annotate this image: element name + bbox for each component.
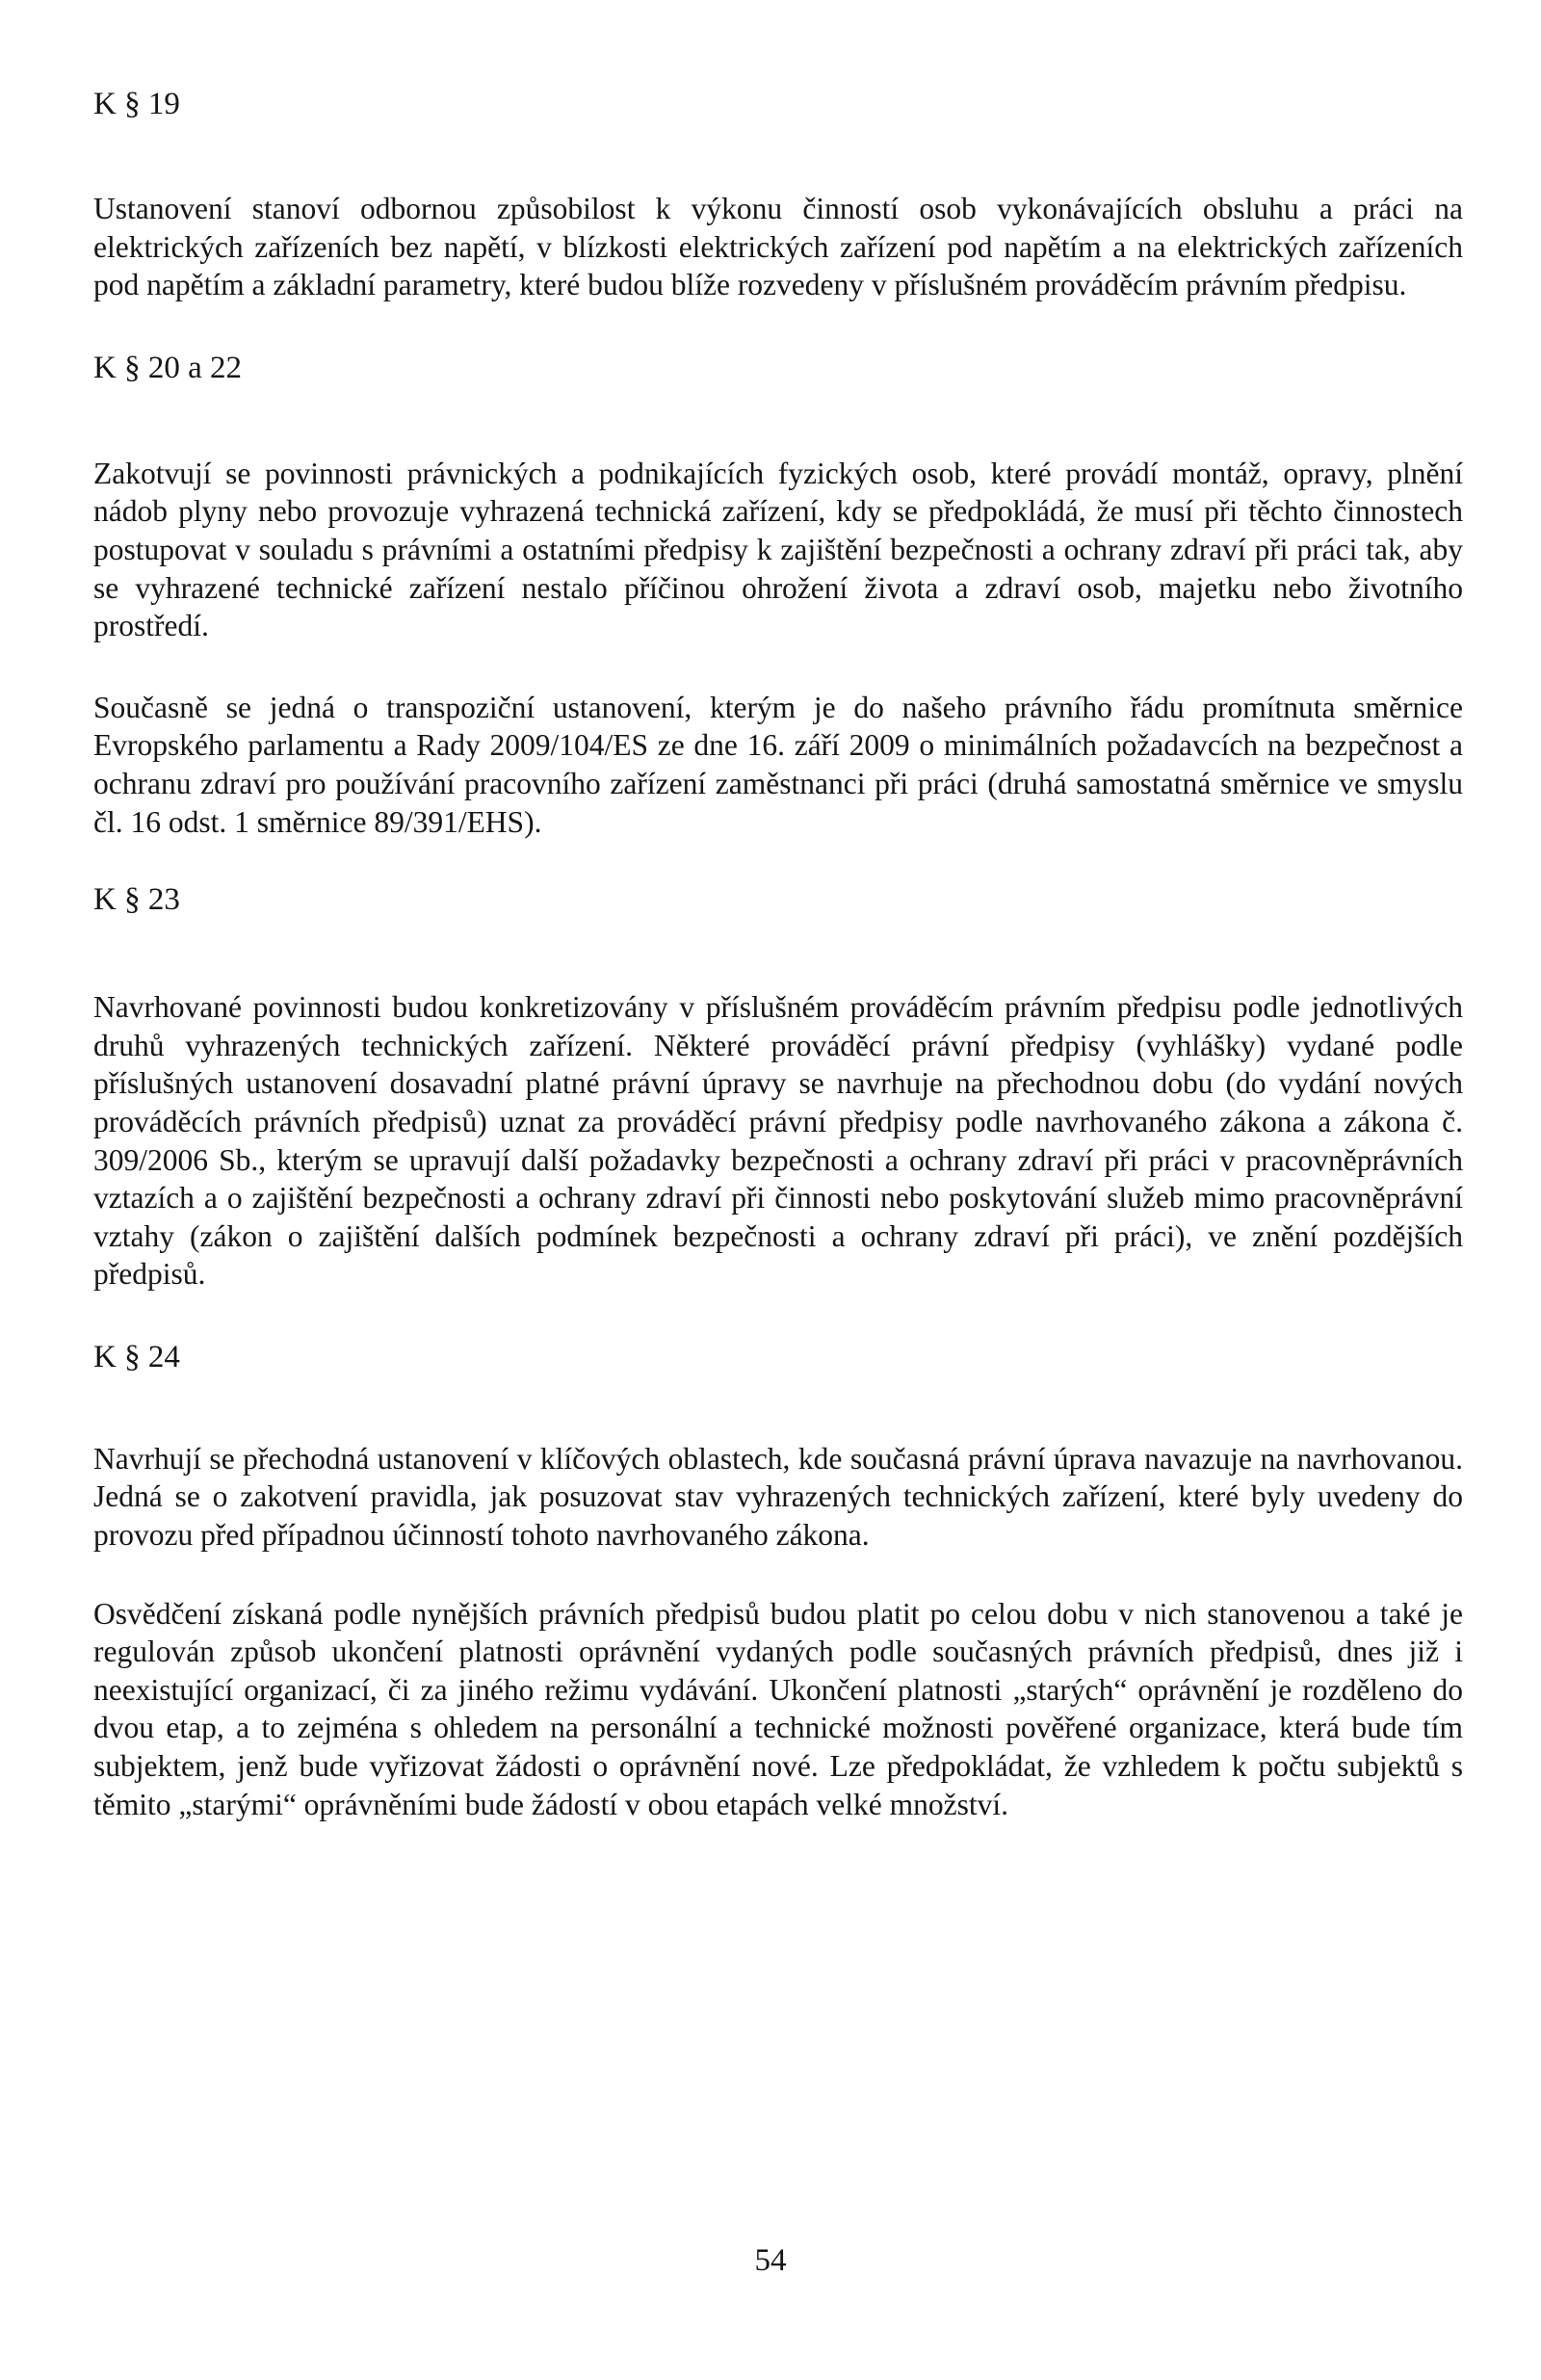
paragraph-23: Navrhované povinnosti budou konkretizovány v příslušném prováděcím právním předpisu podle jednotlivých druhů vyhrazených technických zařízení. Některé prováděcí právní předpisy (vyhlášky) vydané podle příslušných ustanovení dosavadní platné právní úpravy se navrhuje na přechodnou dobu (do vydání nových prováděcích právních předpisů) uznat za prováděcí právní předpisy podle navrhovaného zákona a zákona č. 309/2006 Sb., kterým se upravují další požadavky bezpečnosti a ochrany zdraví při práci v pracovněprávních vztazích a o zajištění bezpečnosti a ochrany zdraví při činnosti nebo poskytování služeb mimo pracovněprávní vztahy (zákon o zajištění dalších podmínek bezpečnosti a ochrany zdraví při práci), ve znění pozdějších předpisů. [93, 990, 1463, 1292]
section-heading-23: K § 23 [93, 882, 180, 918]
document-page [93, 85, 1463, 1823]
paragraph-20-22-transposition: Současně se jedná o transpoziční ustanovení, kterým je do našeho právního řádu promítnuta směrnice Evropského parlamentu a Rady 2009/104/ES ze dne 16. září 2009 o minimálních požadavcích na bezpečnost a ochranu zdraví pro používání pracovního zařízení zaměstnanci při práci (druhá samostatná směrnice ve smyslu čl. 16 odst. 1 směrnice 89/391/EHS). [93, 690, 1463, 839]
section-heading-20-22: K § 20 a 22 [93, 350, 242, 385]
section-heading-24: K § 24 [93, 1339, 180, 1374]
page-number: 54 [754, 2243, 787, 2278]
paragraph-24-transitional: Navrhují se přechodná ustanovení v klíčových oblastech, kde současná právní úprava navazuje na navrhovanou. Jedná se o zakotvení pravidla, jak posuzovat stav vyhrazených technických zařízení, které byly uvedeny do provozu před případnou účinností tohoto navrhovaného zákona. [93, 1441, 1463, 1553]
paragraph-19: Ustanovení stanoví odbornou způsobilost k výkonu činností osob vykonávajících obsluhu a práci na elektrických zařízeních bez napětí, v blízkosti elektrických zařízení pod napětím a na elektrických zařízeních pod napětím a základní parametry, které budou blíže rozvedeny v příslušném prováděcím právním předpisu. [93, 192, 1463, 302]
section-heading-19: K § 19 [93, 87, 180, 121]
paragraph-24-certificates: Osvědčení získaná podle nynějších právních předpisů budou platit po celou dobu v nich stanovenou a také je regulován způsob ukončení platnosti oprávnění vydaných podle současných právních předpisů, dnes již i neexistující organizací, či za jiného režimu vydávání. Ukončení platnosti „starých“ oprávnění je rozděleno do dvou etap, a to zejména s ohledem na personální a technické možnosti pověřené organizace, která bude tím subjektem, jenž bude vyřizovat žádosti o oprávnění nové. Lze předpokládat, že vzhledem k počtu subjektů s těmito „starými“ oprávněními bude žádostí v obou etapách velké množství. [93, 1596, 1463, 1821]
paragraph-20-22-obligations: Zakotvují se povinnosti právnických a podnikajících fyzických osob, které provádí montáž, opravy, plnění nádob plyny nebo provozuje vyhrazená technická zařízení, kdy se předpokládá, že musí při těchto činnostech postupovat v souladu s právními a ostatními předpisy k zajištění bezpečnosti a ochrany zdraví při práci tak, aby se vyhrazené technické zařízení nestalo příčinou ohrožení života a zdraví osob, majetku nebo životního prostředí. [93, 456, 1463, 643]
